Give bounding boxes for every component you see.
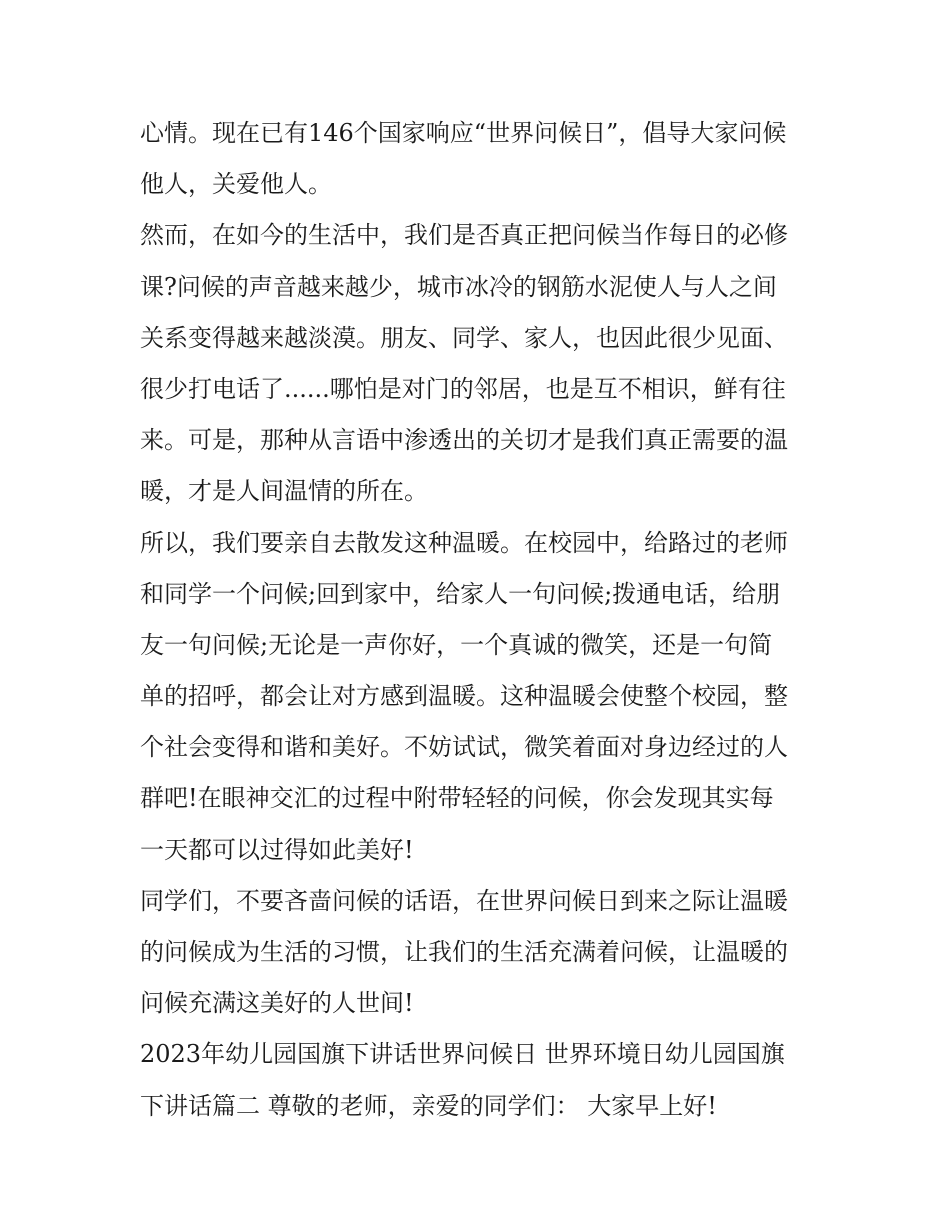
- text-line: 友一句问候;无论是一声你好，一个真诚的微笑，还是一句简: [140, 630, 773, 659]
- text-line: 2023年幼儿园国旗下讲话世界问候日 世界环境日幼儿园国旗: [140, 1040, 785, 1069]
- text-line: 一天都可以过得如此美好!: [140, 835, 414, 864]
- text-line: 很少打电话了......哪怕是对门的邻居，也是互不相识，鲜有往: [140, 374, 786, 403]
- body-text: [140, 108, 815, 1132]
- text-line: 所以，我们要亲自去散发这种温暖。在校园中，给路过的老师: [140, 528, 788, 557]
- text-line: 的问候成为生活的习惯，让我们的生活充满着问候，让温暖的: [140, 938, 788, 966]
- text-line: 同学们，不要吝啬问候的话语，在世界问候日到来之际让温暖: [140, 886, 788, 915]
- text-line: 单的招呼，都会让对方感到温暖。这种温暖会使整个校园，整: [140, 682, 788, 711]
- text-line: 下讲话篇二 尊敬的老师，亲爱的同学们： 大家早上好!: [140, 1091, 717, 1120]
- text-line: 课?问候的声音越来越少，城市冰冷的钢筋水泥使人与人之间: [140, 272, 777, 301]
- text-line: 和同学一个问候;回到家中，给家人一句问候;拨通电话，给朋: [140, 579, 781, 608]
- text-line: 然而，在如今的生活中，我们是否真正把问候当作每日的必修: [140, 221, 788, 250]
- text-line: 他人，关爱他人。: [140, 170, 332, 199]
- text-line: 群吧!在眼神交汇的过程中附带轻轻的问候，你会发现其实每: [140, 784, 774, 813]
- text-line: 关系变得越来越淡漠。朋友、同学、家人，也因此很少见面、: [140, 323, 788, 352]
- text-line: 来。可是，那种从言语中渗透出的关切才是我们真正需要的温: [140, 426, 788, 455]
- text-line: 个社会变得和谐和美好。不妨试试，微笑着面对身边经过的人: [140, 733, 788, 762]
- text-line: 暖，才是人间温情的所在。: [140, 477, 428, 506]
- text-line: 问候充满这美好的人世间!: [140, 989, 414, 1018]
- text-line: 心情。现在已有146个国家响应“世界问候日”，倡导大家问候: [140, 119, 787, 147]
